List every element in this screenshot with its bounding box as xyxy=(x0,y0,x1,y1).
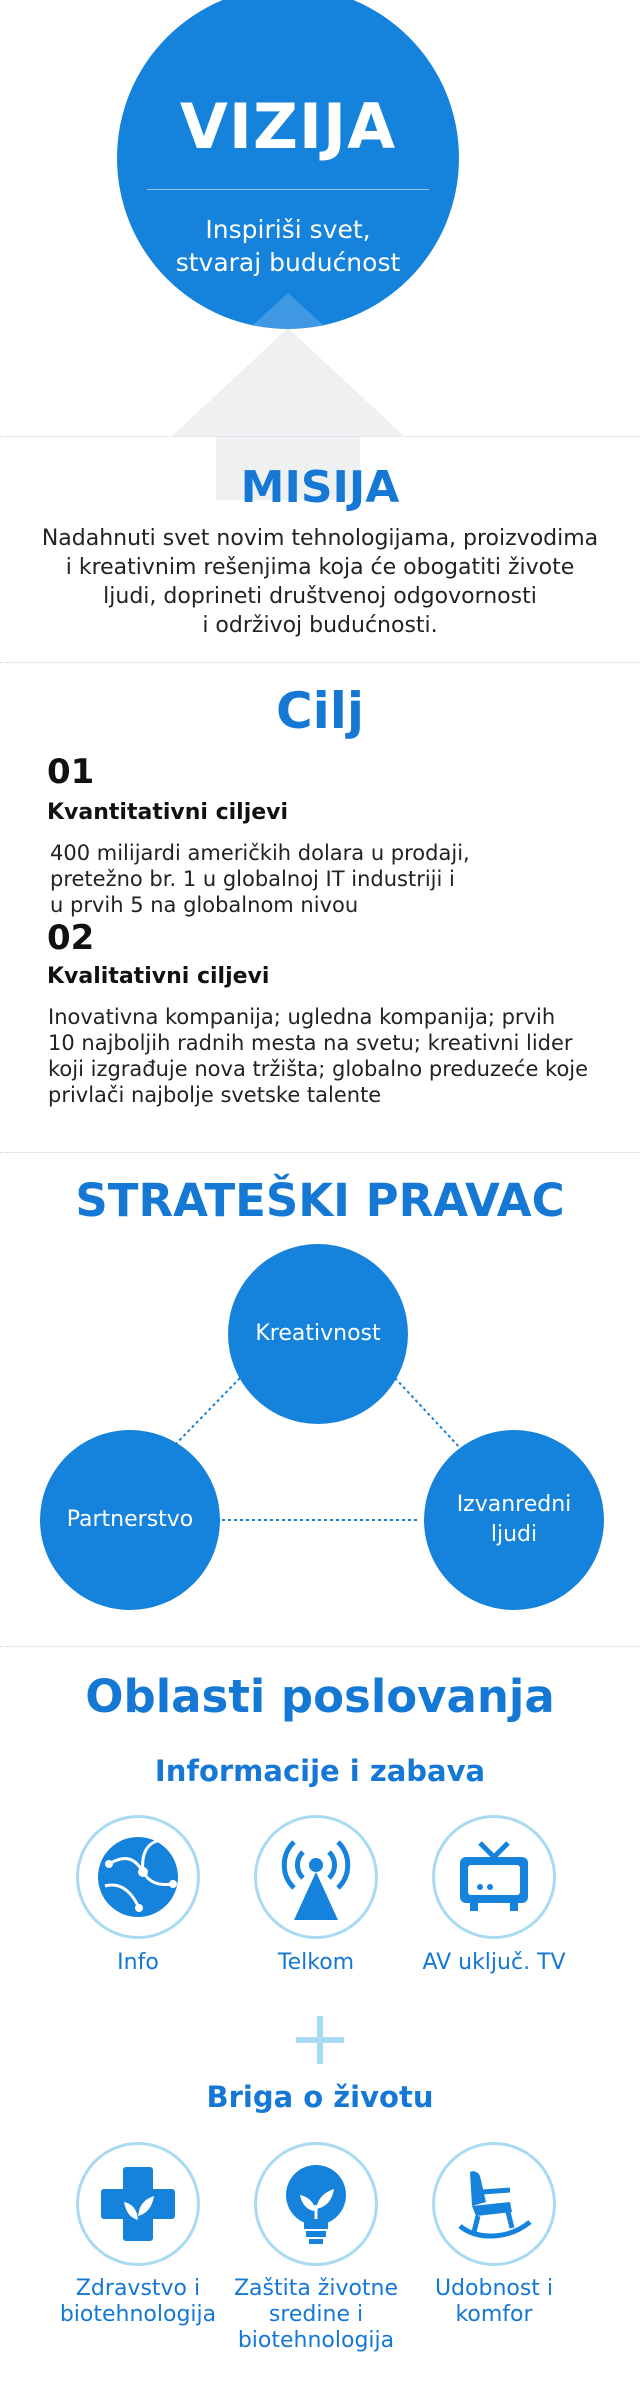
mission-text-line: i održivoj budućnosti. xyxy=(202,613,438,638)
goal-text xyxy=(48,1004,608,1108)
antenna-icon xyxy=(276,1832,356,1922)
business-title: Oblasti poslovanja xyxy=(85,1670,555,1723)
arrow-shape xyxy=(172,328,404,436)
label-line: sredine i xyxy=(268,2302,364,2327)
mission-text-line: i kreativnim rešenjima koja će obogatiti živote xyxy=(65,555,575,580)
section-divider xyxy=(0,1152,640,1153)
strategy-circle-partnership xyxy=(40,1430,220,1610)
strategy-circle-people xyxy=(424,1430,604,1610)
goal-heading: Kvantitativni ciljevi xyxy=(47,800,289,825)
goal-text-line: koji izgrađuje nova tržišta; globalno preduzeće koje xyxy=(48,1057,589,1081)
leaf-bulb-icon xyxy=(276,2161,356,2247)
label-line: biotehnologija xyxy=(59,2302,217,2327)
label-line: Zaštita životne xyxy=(233,2276,399,2301)
goal-text-line: 400 milijardi američkih dolara u prodaji, xyxy=(50,841,470,865)
strategy-title: STRATEŠKI PRAVAC xyxy=(75,1174,565,1227)
goal-heading: Kvalitativni ciljevi xyxy=(47,964,270,989)
vision-arrow-tip xyxy=(202,293,374,329)
vision-circle xyxy=(117,0,459,329)
group-title: Informacije i zabava xyxy=(154,1754,486,1788)
business-item-label xyxy=(216,1950,416,1976)
business-item-label xyxy=(38,2276,238,2328)
section-divider xyxy=(0,436,640,437)
strategy-label: Partnerstvo xyxy=(66,1507,194,1532)
vision-subtitle-line: Inspiriši svet, xyxy=(205,215,371,244)
goal-title: Cilj xyxy=(275,682,365,740)
health-icon-ring xyxy=(76,2142,200,2266)
section-divider xyxy=(0,662,640,663)
environment-icon-ring xyxy=(254,2142,378,2266)
label-line: biotehnologija xyxy=(237,2328,395,2353)
mission-text-line: ljudi, doprineti društvenoj odgovornosti xyxy=(103,584,537,609)
vision-title: VIZIJA xyxy=(179,90,397,163)
vision-subtitle-line: stvaraj budućnost xyxy=(175,248,401,277)
business-item-label xyxy=(394,1950,594,1976)
strategy-label xyxy=(457,1490,572,1550)
business-item-label xyxy=(38,1950,238,1976)
strategy-label-line: Izvanredni xyxy=(456,1492,572,1517)
goal-text-line: u prvih 5 na globalnom nivou xyxy=(50,893,359,917)
strategy-label: Kreativnost xyxy=(255,1321,381,1346)
business-item-label xyxy=(216,2276,416,2354)
medical-cross-leaf-icon xyxy=(98,2164,178,2244)
vision-subtitle xyxy=(117,213,459,279)
goal-text-line: 10 najboljih radnih mesta na svetu; kreativni lider xyxy=(48,1031,573,1055)
business-item-label xyxy=(394,2276,594,2328)
globe-icon xyxy=(95,1834,181,1920)
goal-text-line: pretežno br. 1 u globalnoj IT industriji i xyxy=(50,867,455,891)
goal-text-line: Inovativna kompanija; ugledna kompanija; prvih xyxy=(48,1005,556,1029)
goal-number: 01 xyxy=(47,752,95,792)
mission-text xyxy=(40,524,600,640)
label-line: Zdravstvo i xyxy=(75,2276,201,2301)
section-divider xyxy=(0,1646,640,1647)
vision-divider xyxy=(147,189,429,190)
goal-text-line: privlači najbolje svetske talente xyxy=(48,1083,382,1107)
label-line: Telkom xyxy=(277,1950,355,1975)
group-title: Briga o životu xyxy=(206,2080,434,2114)
mission-text-line: Nadahnuti svet novim tehnologijama, proizvodima xyxy=(41,526,599,551)
comfort-icon-ring xyxy=(432,2142,556,2266)
telkom-icon-ring xyxy=(254,1815,378,1939)
tv-icon-ring xyxy=(432,1815,556,1939)
strategy-label-line: ljudi xyxy=(490,1522,538,1547)
label-line: Udobnost i xyxy=(434,2276,554,2301)
label-line: komfor xyxy=(455,2302,533,2327)
label-line: Info xyxy=(117,1950,159,1975)
info-icon-ring xyxy=(76,1815,200,1939)
mission-title: MISIJA xyxy=(240,462,400,513)
goal-number: 02 xyxy=(47,918,95,958)
rocking-chair-icon xyxy=(452,2162,536,2246)
goal-text xyxy=(50,840,610,918)
label-line: AV uključ. TV xyxy=(422,1950,566,1975)
strategy-circle-creativity xyxy=(228,1244,408,1424)
tv-icon xyxy=(454,1837,534,1917)
plus-icon xyxy=(290,2010,350,2070)
